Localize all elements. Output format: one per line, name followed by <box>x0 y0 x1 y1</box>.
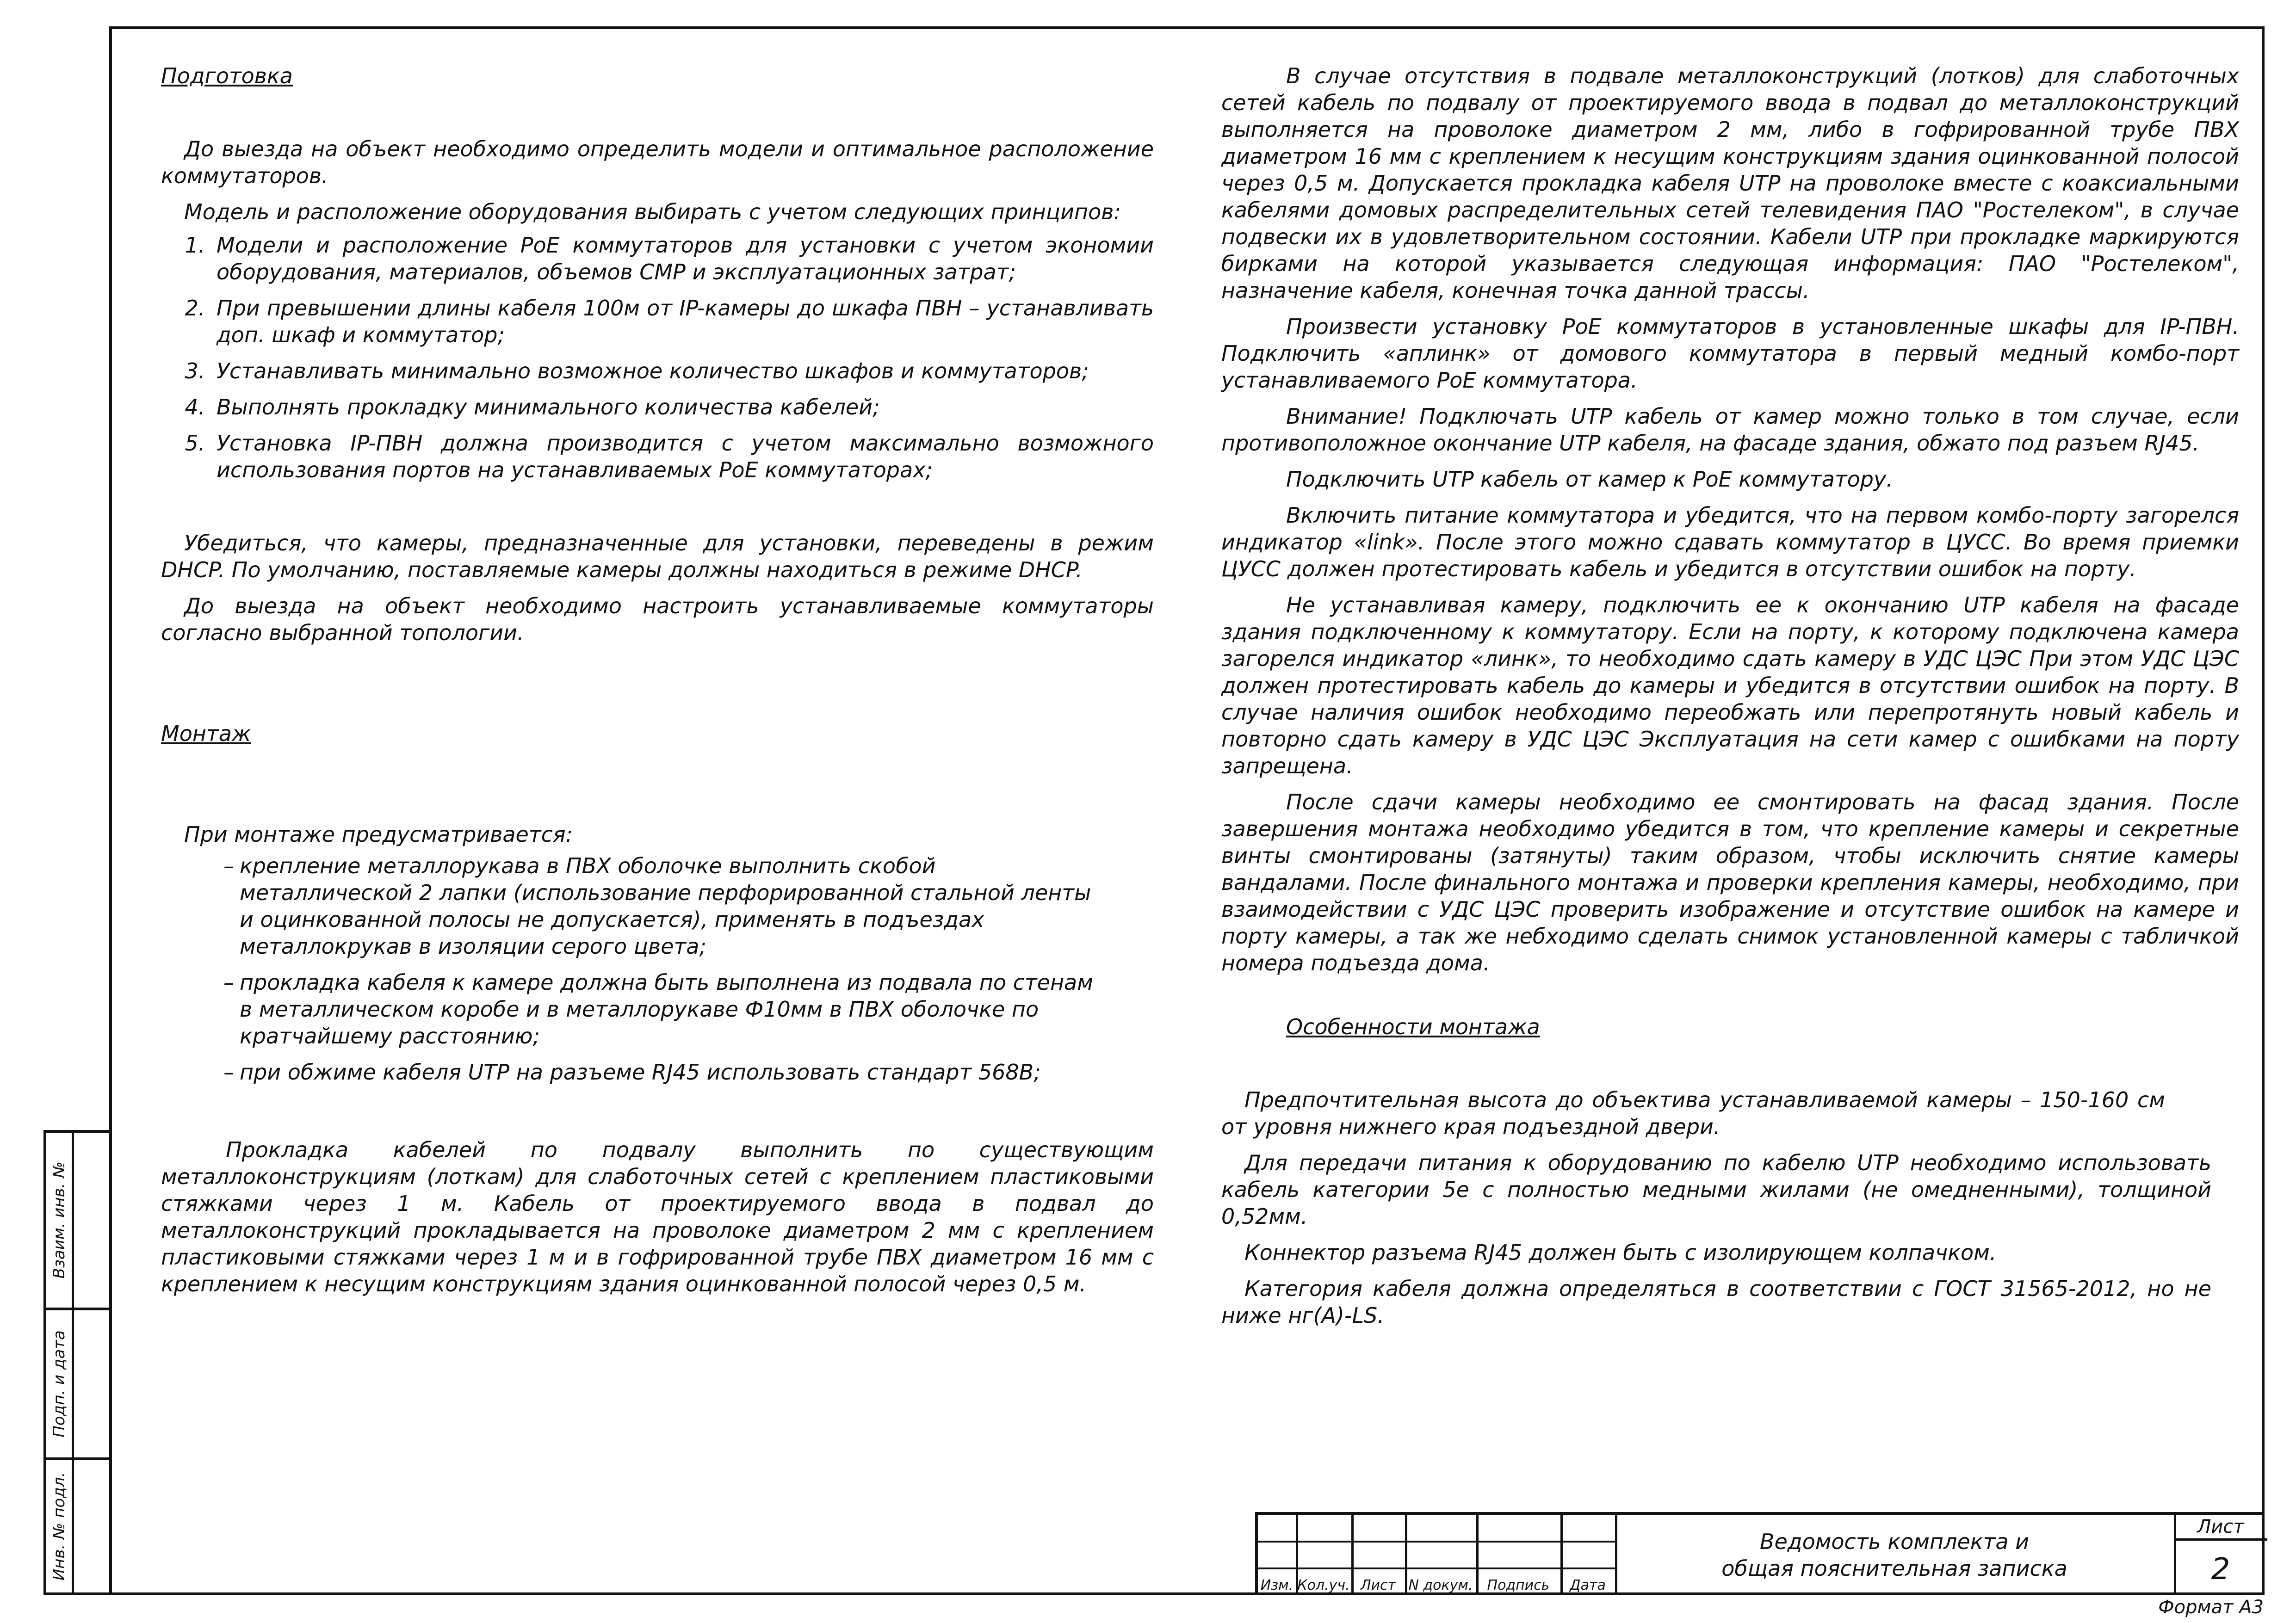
list-item: 5. Установка IP-ПВН должна производится с учетом максимально возможного использования портов на устанавливаемых PoE коммутаторах; <box>212 430 1154 483</box>
side-strip-label: Взаим. инв. № <box>50 1161 68 1279</box>
list-item: – при обжиме кабеля UTP на разъеме RJ45 использовать стандарт 568В; <box>223 1059 1109 1086</box>
paragraph: Включить питание коммутатора и убедится, что на первом комбо-порту загорелся индикатор «link». После этого можно сдавать коммутатор в ЦУСС. Во время приемки ЦУСС должен протестировать кабель и убедится в отсутствии ошибок на порту. <box>1221 503 2239 581</box>
paragraph: До выезда на объект необходимо определить модели и оптимальное расположение коммутаторов. <box>161 136 1154 188</box>
side-strip-cell <box>43 1308 109 1460</box>
side-strip-label: Подп. и дата <box>50 1330 68 1438</box>
list-item: – прокладка кабеля к камере должна быть выполнена из подвала по стенам в металлическом коробе и в металлорукаве Ф10мм в ПВХ оболочке по кратчайшему расстоянию; <box>223 969 1109 1049</box>
title-block-label: N докум. <box>1408 1577 1473 1593</box>
paragraph: Модель и расположение оборудования выбирать с учетом следующих принципов: <box>184 199 1121 224</box>
list-item: 2. При превышении длины кабеля 100м от IP-камеры до шкафа ПВН – устанавливать доп. шкаф и коммутатор; <box>212 295 1154 348</box>
title-block-label: Изм. <box>1260 1577 1293 1593</box>
heading-mounting: Монтаж <box>161 721 251 746</box>
right-column <box>1221 62 2239 1338</box>
list-item: 4. Выполнять прокладку минимального количества кабелей; <box>212 394 1154 420</box>
paragraph: При монтаже предусматривается: <box>184 822 573 847</box>
list-item: 1. Модели и расположение PoE коммутаторов для установки с учетом экономии оборудования, материалов, объемов СМР и эксплуатационных затрат; <box>212 232 1154 285</box>
mounting-list <box>161 852 1154 1086</box>
paragraph: Предпочтительная высота до объектива устанавливаемой камеры – 150-160 см от уровня нижнего края подъездной двери. <box>1221 1087 2165 1139</box>
side-strip-cell <box>43 1457 109 1595</box>
paragraph: Внимание! Подключать UTP кабель от камер можно только в том случае, если противоположное окончание UTP кабеля, на фасаде здания, обжато под разъем RJ45. <box>1221 404 2239 456</box>
paragraph: В случае отсутствия в подвале металлоконструкций (лотков) для слаботочных сетей кабель по подвалу от проектируемого ввода в подвал до металлоконструкций выполняется на проволоке диаметром 2 мм, либо в гофрированной трубе ПВХ диаметром 16 мм с креплением к несущим конструкциям здания оцинкованной полосой через 0,5 м. Допускается прокладка кабеля UTP на проволоке вместе с коаксиальными кабелями домовых распределительных сетей телевидения ПАО "Ростелеком", в случае подвески их в удовлетворительном состоянии. Кабели UTP при прокладке маркируются бирками на которой указывается следующая информация: ПАО "Ростелеком", назначение кабеля, конечная точка данной трассы. <box>1221 63 2239 303</box>
paragraph: После сдачи камеры необходимо ее смонтировать на фасад здания. После завершения монтажа необходимо убедится в том, что крепление камеры и секретные винты смонтированы (затянуты) таким образом, чтобы исключить снятие камеры вандалами. После финального монтажа и проверки крепления камеры, необходимо, при взаимодействии с УДС ЦЭС проверить изображение и отсутствие ошибок на камере и порту камеры, а так же небходимо сделать снимок установленной камеры с табличкой номера подъезда дома. <box>1221 790 2239 975</box>
paragraph: Произвести установку PoE коммутаторов в установленные шкафы для IP-ПВН. Подключить «аплинк» от домового коммутатора в первый медный комбо-порт устанавливаемого PoE коммутатора. <box>1221 314 2239 393</box>
list-item: – крепление металлорукава в ПВХ оболочке выполнить скобой металлической 2 лапки (использование перфорированной стальной ленты и оцинкованной полосы не допускается), применять в подъездах металлокрукав в изоляции серого цвета; <box>223 852 1109 960</box>
sheet-number: 2 <box>2211 1552 2230 1586</box>
title-block-label: Подпись <box>1487 1577 1550 1593</box>
list-item: 3. Устанавливать минимально возможное количество шкафов и коммутаторов; <box>212 358 1154 384</box>
principles-list <box>161 232 1154 483</box>
paragraph: Не устанавливая камеру, подключить ее к окончанию UTP кабеля на фасаде здания подключенному к коммутатору. Если на порту, к которому подключена камера загорелся индикатор «линк», то необходимо сдать камеру в УДС ЦЭС При этом УДС ЦЭС должен протестировать кабель до камеры и убедится в отсутствии ошибок на порту. В случае наличия ошибок необходимо переобжать или перепротянуть новый кабель и повторно сдать камеру в УДС ЦЭС Эксплуатация на сети камер с ошибками на порту запрещена. <box>1221 592 2239 778</box>
title-block-label: Кол.уч. <box>1297 1577 1350 1593</box>
paragraph: Убедиться, что камеры, предназначенные для установки, переведены в режим DHCP. По умолчанию, поставляемые камеры должны находиться в режиме DHCP. <box>161 531 1154 582</box>
document-title-line: общая пояснительная записка <box>1721 1556 2067 1581</box>
heading-features: Особенности монтажа <box>1286 1014 1540 1039</box>
side-strip-cell <box>43 1130 109 1310</box>
title-block-label: Дата <box>1570 1577 1606 1593</box>
document-title <box>1615 1515 2174 1595</box>
document-title-line: Ведомость комплекта и <box>1759 1529 2030 1554</box>
left-column <box>161 62 1154 1307</box>
title-block <box>1255 1512 2265 1595</box>
title-block-label: Лист <box>1360 1577 1396 1593</box>
paragraph: Категория кабеля должна определяться в соответствии с ГОСТ 31565-2012, но не ниже нг(А)-LS. <box>1221 1276 2211 1328</box>
side-strip-label: Инв. № подл. <box>50 1472 68 1581</box>
heading-preparation: Подготовка <box>161 63 293 88</box>
format-label: Формат А3 <box>2158 1597 2264 1618</box>
paragraph: Прокладка кабелей по подвалу выполнить по существующим металлоконструкциям (лоткам) для слаботочных сетей с креплением пластиковыми стяжками через 1 м. Кабель от проектируемого ввода в подвал до металлоконструкций прокладывается на проволоке диаметром 2 мм с креплением пластиковыми стяжками через 1 м и в гофрированной трубе ПВХ диаметром 16 мм с креплением к несущим конструкциям здания оцинкованной полосой через 0,5 м. <box>161 1137 1154 1296</box>
paragraph: До выезда на объект необходимо настроить устанавливаемые коммутаторы согласно выбранной топологии. <box>161 593 1154 645</box>
paragraph: Подключить UTP кабель от камер к PoE коммутатору. <box>1286 467 1893 492</box>
paragraph: Для передачи питания к оборудованию по кабелю UTP необходимо использовать кабель категории 5е с полностью медными жилами (не омедненными), толщиной 0,52мм. <box>1221 1150 2211 1229</box>
paragraph: Коннектор разъема RJ45 должен быть с изолирующем колпачком. <box>1244 1240 1997 1265</box>
sheet-label: Лист <box>2174 1515 2267 1541</box>
